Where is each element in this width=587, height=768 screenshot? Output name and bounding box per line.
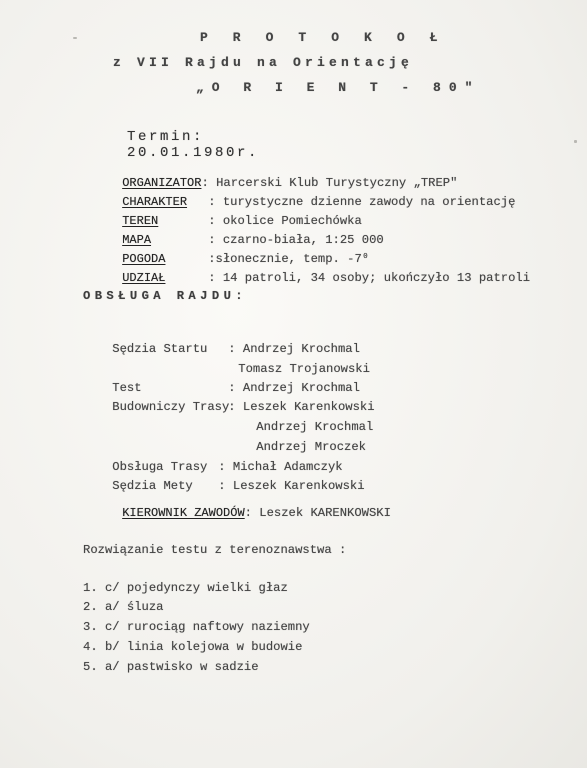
staff-name: Tomasz Trojanowski xyxy=(238,362,370,376)
staff-role: Test xyxy=(112,381,142,395)
term-label: Termin: xyxy=(127,129,205,145)
staff-role: Sędzia Mety xyxy=(112,479,193,493)
detail-value: : turystyczne dzienne zawody na orientację xyxy=(208,195,516,209)
staff-name: : Leszek KARENKOWSKI xyxy=(244,506,391,520)
document-subtitle-rally: z VII Rajdu na Orientację xyxy=(113,55,414,70)
detail-value: : czarno-biała, 1:25 000 xyxy=(208,233,384,247)
staff-heading: OBSŁUGA RAJDU: xyxy=(83,289,247,303)
test-answer: 2. a/ śluza xyxy=(83,600,164,614)
detail-value: : okolice Pomiechówka xyxy=(208,214,362,228)
test-answer: 4. b/ linia kolejowa w budowie xyxy=(83,640,303,654)
document-subtitle-name: „O R I E N T - 80" xyxy=(196,80,481,95)
staff-role: Sędzia Startu xyxy=(112,342,208,356)
staff-name: : Andrzej Krochmal xyxy=(228,342,360,356)
document-title: P R O T O K O Ł xyxy=(200,30,447,45)
staff-name: Andrzej Mroczek xyxy=(256,440,366,454)
detail-value: : 14 patroli, 34 osoby; ukończyło 13 patroli xyxy=(208,271,531,285)
term-value: 20.01.1980r. xyxy=(127,145,260,161)
test-answer: 3. c/ rurociąg naftowy naziemny xyxy=(83,620,310,634)
staff-name: : Andrzej Krochmal xyxy=(228,381,360,395)
staff-name: Andrzej Krochmal xyxy=(256,420,374,434)
test-answer: 1. c/ pojedynczy wielki głaz xyxy=(83,581,288,595)
test-answer: 5. a/ pastwisko w sadzie xyxy=(83,660,259,674)
test-heading: Rozwiązanie testu z terenoznawstwa : xyxy=(83,543,347,557)
detail-label: UDZIAŁ xyxy=(122,271,166,285)
detail-label: MAPA xyxy=(122,233,152,247)
staff-row-director xyxy=(83,485,391,539)
detail-value: :słonecznie, temp. -7⁰ xyxy=(208,252,370,266)
scan-speck xyxy=(73,37,77,39)
detail-label: ORGANIZATOR xyxy=(122,176,202,190)
scan-speck xyxy=(574,140,577,143)
staff-role: KIEROWNIK ZAWODÓW xyxy=(122,506,245,520)
detail-label: POGODA xyxy=(122,252,166,266)
staff-name: : Leszek Karenkowski xyxy=(228,400,375,414)
detail-label: TEREN xyxy=(122,214,159,228)
detail-label: CHARAKTER xyxy=(122,195,188,209)
staff-name: : Michał Adamczyk xyxy=(218,460,343,474)
staff-name: : Leszek Karenkowski xyxy=(218,479,365,493)
detail-value: : Harcerski Klub Turystyczny „TREP" xyxy=(201,176,458,190)
staff-role: Obsługa Trasy xyxy=(112,460,208,474)
staff-role: Budowniczy Trasy xyxy=(112,400,230,414)
